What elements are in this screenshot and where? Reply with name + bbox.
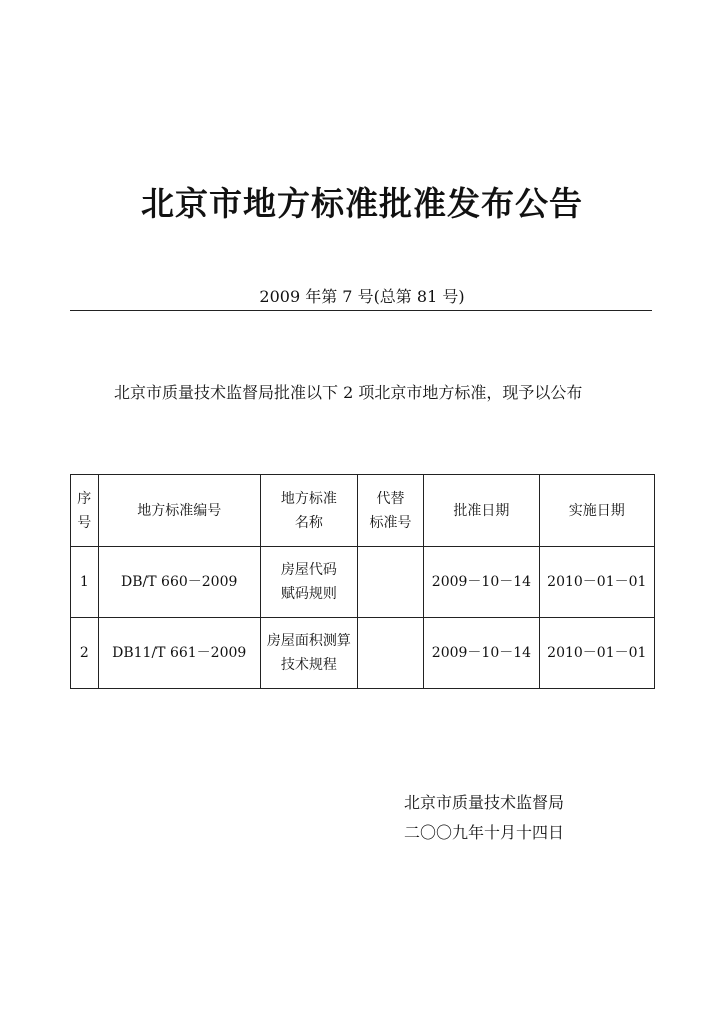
cell-approval-date: 2009－10－14 <box>424 618 539 689</box>
header-approval-line1: 批准日期 <box>453 502 510 519</box>
cell-name-line2: 技术规程 <box>280 657 337 673</box>
table-row <box>71 618 655 689</box>
cell-name-line2: 赋码规则 <box>280 586 337 602</box>
header-name-line2: 名称 <box>294 514 323 531</box>
header-effective-line1: 实施日期 <box>568 502 625 519</box>
header-name <box>260 475 357 547</box>
issue-date: 二〇〇九年十月十四日 <box>404 823 565 842</box>
header-replaces-line2: 标准号 <box>369 514 412 531</box>
table-header-row <box>71 475 655 547</box>
cell-name <box>260 547 357 618</box>
cell-effective-date: 2010－01－01 <box>539 618 654 689</box>
header-name-line1: 地方标准 <box>280 490 337 507</box>
header-replaces-line1: 代替 <box>376 490 405 507</box>
header-effective-date <box>539 475 654 547</box>
cell-replaces <box>357 547 423 618</box>
cell-seq: 2 <box>71 618 99 689</box>
header-replaces <box>357 475 423 547</box>
document-number: 2009 年第 7 号(总第 81 号) <box>259 287 465 306</box>
header-code <box>98 475 260 547</box>
standards-table <box>70 474 655 689</box>
document-title: 北京市地方标准批准发布公告 <box>141 184 583 223</box>
cell-seq: 1 <box>71 547 99 618</box>
issuer-name: 北京市质量技术监督局 <box>404 793 565 812</box>
header-seq-line1: 序 <box>77 490 92 507</box>
cell-name-line1: 房屋面积测算 <box>266 633 351 649</box>
title-divider <box>70 310 652 311</box>
cell-name-line1: 房屋代码 <box>280 562 337 578</box>
cell-approval-date: 2009－10－14 <box>424 547 539 618</box>
announcement-body: 北京市质量技术监督局批准以下 2 项北京市地方标准，现予以公布 <box>114 383 583 402</box>
header-seq-line2: 号 <box>77 514 92 531</box>
cell-effective-date: 2010－01－01 <box>539 547 654 618</box>
header-seq <box>71 475 99 547</box>
cell-code: DB/T 660－2009 <box>98 547 260 618</box>
header-code-line1: 地方标准编号 <box>137 502 222 519</box>
table-row <box>71 547 655 618</box>
cell-name <box>260 618 357 689</box>
cell-replaces <box>357 618 423 689</box>
header-approval-date <box>424 475 539 547</box>
cell-code: DB11/T 661－2009 <box>98 618 260 689</box>
signature-block <box>404 788 564 848</box>
